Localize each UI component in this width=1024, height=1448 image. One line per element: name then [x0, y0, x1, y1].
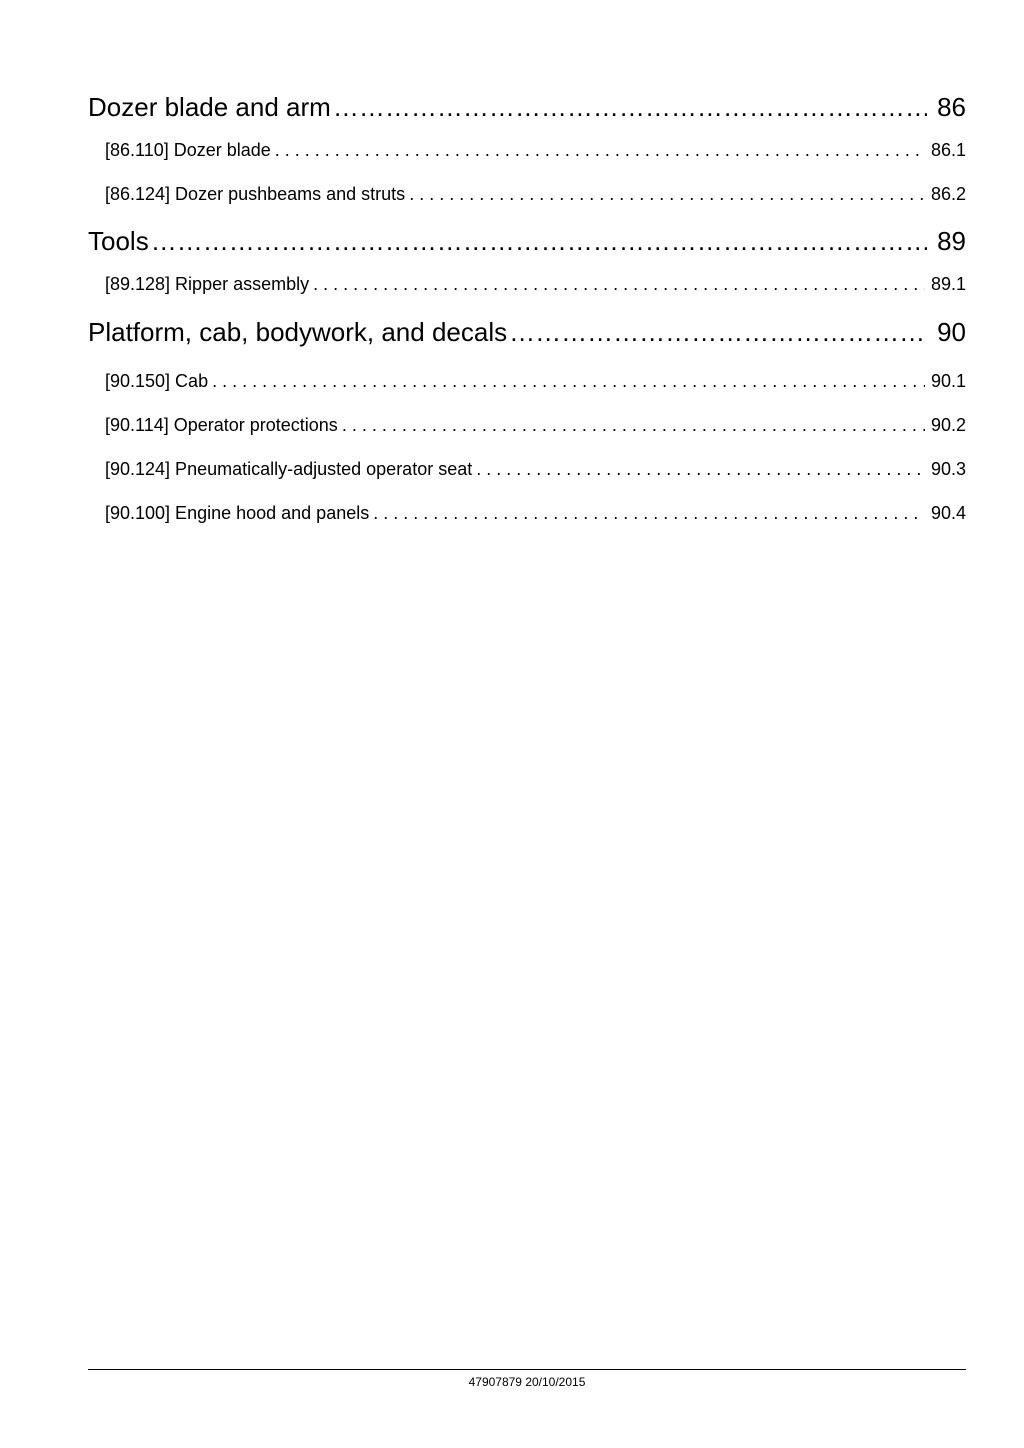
section-title: [90.100] Engine hood and panels: [105, 503, 370, 523]
section-page-number: 89.1: [930, 274, 966, 294]
toc-section-entry[interactable]: [88, 447, 966, 491]
chapter-page-number: 86: [937, 92, 966, 122]
dot-leader: [373, 491, 925, 535]
toc-chapter-entry[interactable]: [88, 311, 966, 353]
dot-leader: [151, 220, 927, 262]
toc-section-entry[interactable]: [88, 359, 966, 403]
toc-section-entry[interactable]: [88, 262, 966, 306]
section-title: [90.150] Cab: [105, 371, 209, 391]
chapter-title: Tools: [88, 226, 149, 256]
section-title: [86.124] Dozer pushbeams and struts: [105, 184, 406, 204]
chapter-title: Platform, cab, bodywork, and decals: [88, 317, 508, 347]
chapter-block: [88, 311, 966, 571]
dot-leader: [333, 86, 927, 128]
chapter-block: [88, 86, 966, 220]
section-page-number: 86.2: [930, 184, 966, 204]
section-page-number: 90.4: [930, 503, 966, 523]
dot-leader: [409, 172, 925, 216]
section-page-number: 90.2: [930, 415, 966, 435]
section-title: [90.114] Operator protections: [105, 415, 338, 435]
dot-leader: [342, 403, 925, 447]
toc-section-entry[interactable]: [88, 128, 966, 172]
toc-chapter-entry[interactable]: [88, 220, 966, 262]
footer-divider: [88, 1369, 966, 1370]
footer-document-id: 47907879 20/10/2015: [468, 1375, 586, 1389]
section-page-number: 90.3: [930, 459, 966, 479]
dot-leader: [275, 128, 925, 172]
toc-section-entry[interactable]: [88, 172, 966, 216]
dot-leader: [313, 262, 925, 306]
chapter-title: Dozer blade and arm: [88, 92, 331, 122]
chapter-page-number: 90: [937, 317, 966, 347]
section-page-number: 86.1: [930, 140, 966, 160]
section-page-number: 90.1: [930, 371, 966, 391]
table-of-contents: [88, 86, 966, 571]
section-title: [90.124] Pneumatically-adjusted operator seat: [105, 459, 473, 479]
chapter-block: [88, 220, 966, 311]
chapter-page-number: 89: [937, 226, 966, 256]
dot-leader: [509, 311, 927, 353]
section-title: [89.128] Ripper assembly: [105, 274, 310, 294]
dot-leader: [476, 447, 925, 491]
section-title: [86.110] Dozer blade: [105, 140, 271, 160]
toc-section-entry[interactable]: [88, 491, 966, 535]
toc-chapter-entry[interactable]: [88, 86, 966, 128]
dot-leader: [212, 359, 925, 403]
toc-section-entry[interactable]: [88, 403, 966, 447]
